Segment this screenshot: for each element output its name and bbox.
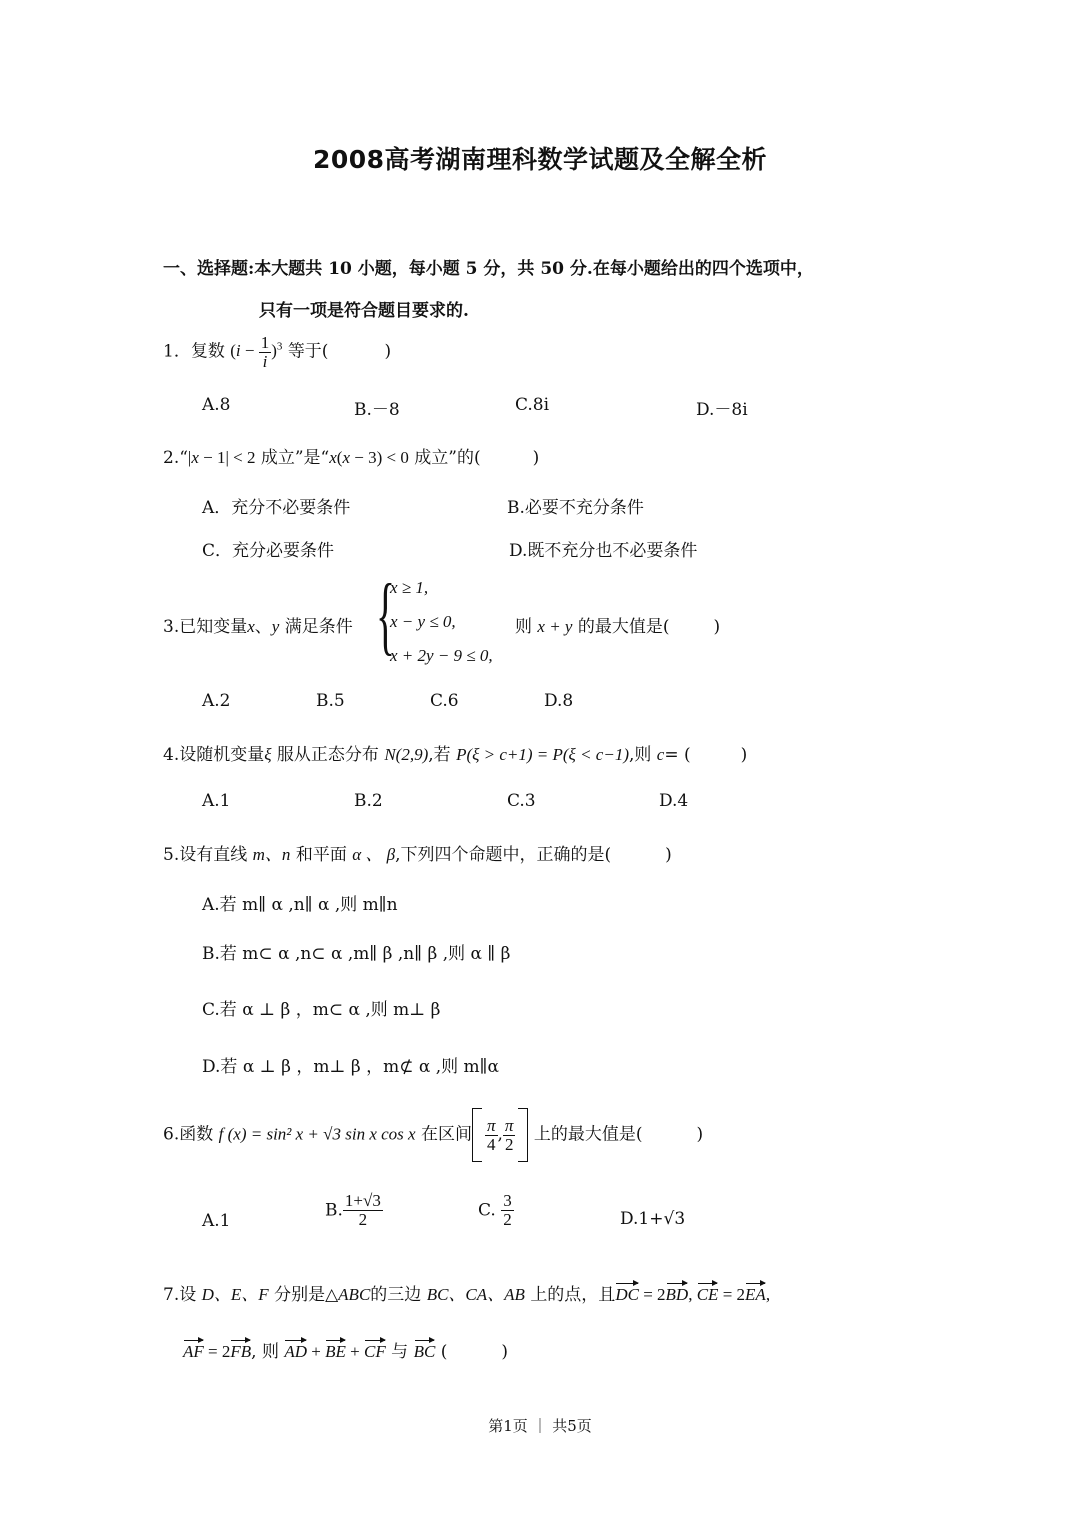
q6-option-c-num: 3 [503, 1191, 512, 1210]
q1-option-d: D.－8i [696, 400, 748, 420]
q6-option-b-den: 2 [358, 1209, 368, 1229]
question-3-tail [515, 612, 720, 637]
q2-option-d: D.既不充分也不必要条件 [509, 541, 698, 561]
q4-option-b: B.2 [354, 791, 383, 811]
q7-triangle: ABC [338, 1285, 371, 1304]
q6-interval-upper: $\frac{\pi}{2}$ [504, 1115, 514, 1154]
q2-option-a: A．充分不必要条件 [202, 498, 351, 518]
q3-option-b: B.5 [316, 691, 345, 711]
q6-left-bracket [472, 1108, 482, 1162]
question-7-line2 [183, 1337, 508, 1362]
q4-option-c: C.3 [507, 791, 536, 811]
q3-cond-label: 满足条件 [284, 617, 353, 637]
question-3-stem: 3.已知变量x、y 满足条件 [163, 617, 353, 637]
q2-close: ) [532, 448, 540, 468]
q4-equation: P(ξ > c+1) = P(ξ < c−1) [456, 745, 629, 764]
q3-suffix: 的最大值是( [577, 617, 670, 637]
q7-with: 与 [391, 1342, 409, 1362]
q4-dist: N(2,9) [384, 745, 429, 764]
q7-then: , 则 [251, 1342, 279, 1362]
q4-suffix: ,则 [628, 745, 652, 765]
question-2 [163, 443, 539, 468]
q7-conditions: DC = 2BD, CE = 2EA, [615, 1285, 771, 1304]
q3-close: ) [713, 617, 721, 637]
q7-paren: ( [440, 1342, 448, 1362]
q5-close: ) [665, 845, 672, 865]
question-1 [163, 334, 391, 371]
q6-option-b-num: 1+√3 [344, 1191, 381, 1210]
q7-points: D、E、F [201, 1285, 269, 1304]
q6-option-b [325, 1192, 383, 1229]
q3-constraint-3: x + 2y − 9 ≤ 0, [390, 646, 493, 665]
q1-prefix: 1．复数 [163, 341, 225, 362]
q3-then: 则 [515, 617, 532, 637]
page-footer: 第1页 ｜ 共5页 [488, 1417, 592, 1435]
q6-interval-lower: $\frac{\pi}{4}$ [486, 1115, 496, 1154]
q4-c: c [656, 745, 665, 764]
q2-prefix: 2.“ [163, 448, 188, 468]
q6-suffix: 上的最大值是( [533, 1124, 643, 1145]
q7-mid2: 的三边 [370, 1285, 422, 1305]
q4-cond: ,若 [428, 745, 451, 765]
q1-option-a: A.8 [202, 395, 231, 415]
q3-option-a: A.2 [202, 691, 231, 711]
q5-stem: 5.设有直线 [163, 845, 248, 865]
q7-prefix: 7.设 [163, 1285, 197, 1305]
q3-target: x + y [537, 617, 573, 636]
q5-lines: m、n [252, 845, 291, 864]
q6-option-c-den: 2 [503, 1209, 512, 1229]
q4-mid: 服从正态分布 [276, 745, 379, 765]
q3-left-brace: { [376, 567, 396, 664]
question-4 [163, 740, 747, 765]
q1-option-c: C.8i [515, 395, 550, 415]
q6-function: f (x) = sin² x + √3 sin x cos x [218, 1124, 416, 1144]
q6-mid: 在区间 [420, 1124, 472, 1145]
q2-option-b: B.必要不充分条件 [507, 498, 644, 518]
q4-eqs: = ( [664, 745, 691, 765]
q5-option-a: A.若 m∥ α ,n∥ α ,则 m∥n [202, 895, 398, 915]
q3-vars-sep: 、 [254, 617, 272, 637]
q1-option-b: B.－8 [354, 400, 400, 420]
question-5 [163, 840, 672, 865]
q3-constraint-1: x ≥ 1, [390, 578, 429, 597]
question-7-line1 [163, 1280, 770, 1305]
q7-sum: AD + BE + CF [284, 1342, 386, 1361]
q1-close: ) [384, 341, 392, 362]
section-heading-line2: 只有一项是符合题目要求的. [259, 301, 469, 321]
q7-vector-bc: BC [413, 1342, 436, 1361]
q6-option-c-label: C. [478, 1200, 496, 1221]
q6-option-b-label: B. [325, 1200, 343, 1221]
question-6: 6.函数 f (x) = sin² x + √3 sin x cos x 在区间 $\frac{\pi}{4}$ , $\frac{\pi}{2}$ 上的最大值是( ) [163, 1108, 703, 1162]
q6-right-bracket [518, 1108, 528, 1162]
q6-option-a: A.1 [202, 1211, 231, 1231]
q3-constraint-2: x − y ≤ 0, [390, 612, 456, 631]
section-heading-line1: 一、选择题:本大题共 10 小题，每小题 5 分，共 50 分.在每小题给出的四个选项中， [163, 259, 814, 279]
q6-close: ) [696, 1124, 704, 1145]
q5-option-d: D.若 α ⊥ β ，m⊥ β ，m⊄ α ,则 m∥α [202, 1057, 499, 1077]
q6-prefix: 6.函数 [163, 1124, 214, 1145]
q3-option-d: D.8 [544, 691, 574, 711]
q7-close: ) [501, 1342, 508, 1362]
q4-close: ) [740, 745, 748, 765]
q7-sides: BC、CA、AB [426, 1285, 525, 1304]
q4-xi: ξ [264, 745, 272, 764]
q5-planes: α 、 β [352, 845, 396, 864]
q5-stem3: ,下列四个命题中，正确的是( [395, 845, 612, 865]
q5-option-b: B.若 m⊂ α ,n⊂ α ,m∥ β ,n∥ β ,则 α ∥ β [202, 944, 511, 964]
q2-option-c: C．充分必要条件 [202, 541, 335, 561]
q6-option-c [478, 1192, 514, 1229]
q2-formula-2: x(x − 3) < 0 [329, 448, 409, 467]
q7-mid3: 上的点，且 [530, 1285, 616, 1305]
q1-suffix: 等于( [287, 341, 329, 362]
q3-option-c: C.6 [430, 691, 459, 711]
q4-option-d: D.4 [659, 791, 689, 811]
q5-option-c: C.若 α ⊥ β ，m⊂ α ,则 m⊥ β [202, 1000, 441, 1020]
q4-prefix: 4.设随机变量 [163, 745, 265, 765]
q7-mid: 分别是△ [274, 1285, 339, 1305]
page-title: 2008高考湖南理科数学试题及全解全析 [312, 145, 768, 174]
q5-stem2: 和平面 [295, 845, 347, 865]
q4-option-a: A.1 [202, 791, 231, 811]
q2-mid: 成立”是“ [260, 448, 330, 468]
q3-prefix: 3.已知变量 [163, 617, 248, 637]
q2-formula-1: |x − 1| < 2 [187, 448, 256, 467]
q6-option-d: D.1+√3 [620, 1209, 686, 1229]
q1-formula: (i − $\frac{1}{i}$ )$^3$ [230, 333, 283, 371]
q7-condition-af: AF = 2FB [183, 1342, 252, 1361]
q2-suffix: 成立”的( [414, 448, 481, 468]
